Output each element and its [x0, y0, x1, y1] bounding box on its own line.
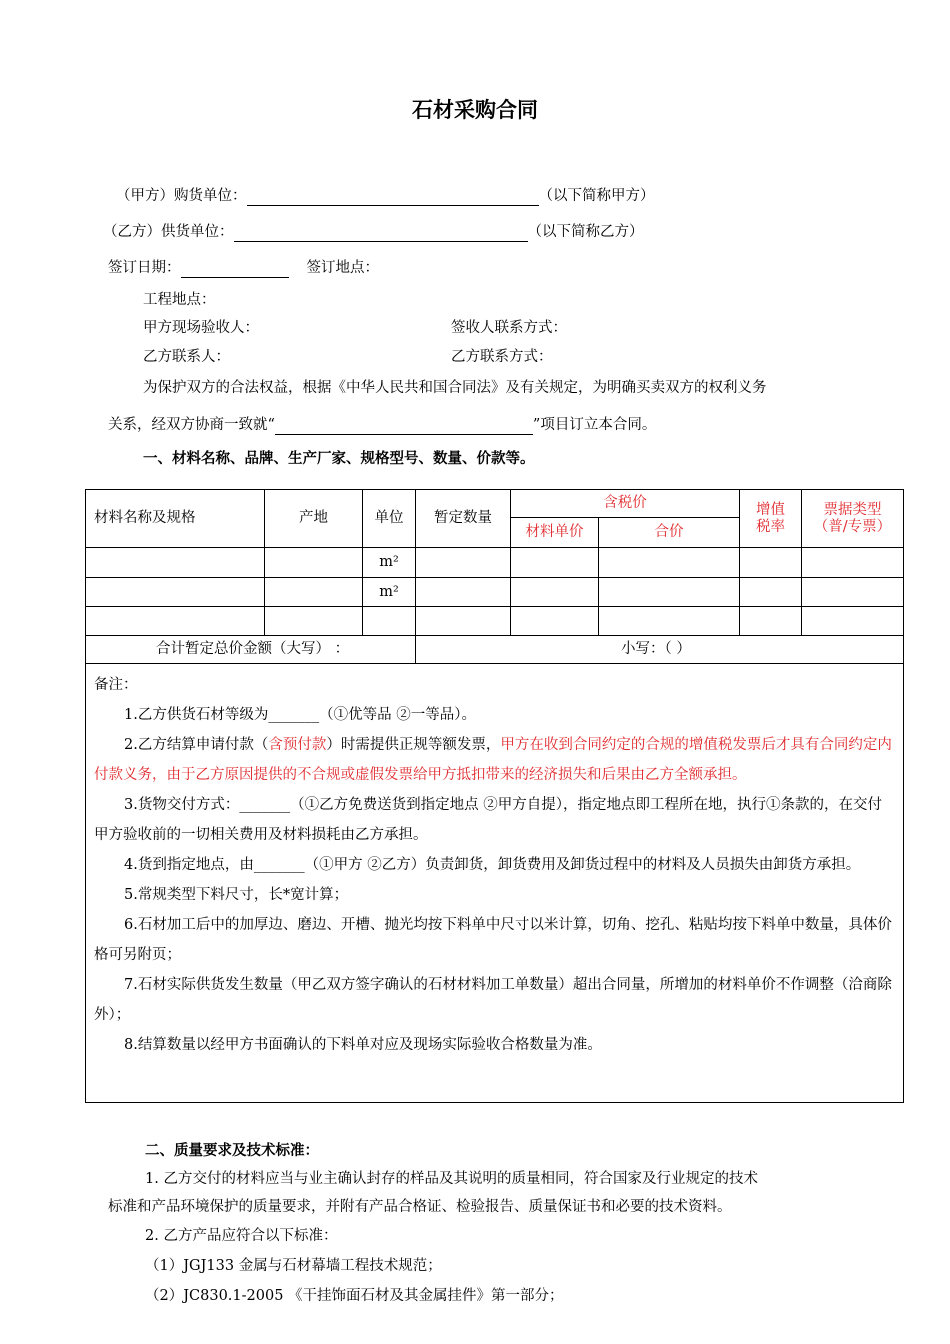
- header-total: 合价: [599, 518, 740, 548]
- preamble-line-2: [108, 415, 656, 435]
- header-row-1: [86, 490, 904, 518]
- cell-unit-price[interactable]: [511, 578, 599, 607]
- party-b-label: （乙方）供货单位：: [103, 224, 234, 240]
- note-2-part-a: 2.乙方结算申请付款（: [124, 737, 269, 753]
- party-b-blank[interactable]: [234, 225, 528, 242]
- header-origin: 产地: [265, 490, 363, 548]
- total-row: [86, 636, 904, 664]
- b-contact-method-label: 乙方联系方式：: [451, 349, 553, 365]
- cell-origin[interactable]: [265, 548, 363, 578]
- table-row: [86, 578, 904, 607]
- notes-row: [86, 664, 904, 1103]
- note-4: 4.货到指定地点，由_______（①甲方 ②乙方）负责卸货，卸货费用及卸货过程中的材料及人员损失由卸货方承担。: [124, 857, 861, 873]
- cell-invoice[interactable]: [802, 578, 904, 607]
- project-site-label: 工程地点：: [143, 292, 216, 308]
- party-b-line: [103, 222, 644, 242]
- cell-invoice[interactable]: [802, 607, 904, 636]
- note-2: [94, 730, 895, 790]
- cell-unit-price[interactable]: [511, 607, 599, 636]
- cell-unit: [363, 607, 416, 636]
- cell-vat[interactable]: [740, 548, 802, 578]
- project-name-blank[interactable]: [275, 418, 533, 435]
- note-7: 7.石材实际供货发生数量（甲乙双方签字确认的石材材料加工单数量）超出合同量，所增加的材料单价不作调整（洽商除外）；: [94, 977, 892, 1023]
- note-8: 8.结算数量以经甲方书面确认的下料单对应及现场实际验收合格数量为准。: [124, 1037, 602, 1053]
- standard-2: （2）JC830.1-2005 《干挂饰面石材及其金属挂件》第一部分；: [145, 1288, 564, 1304]
- section2-para1-line2: 标准和产品环境保护的质量要求，并附有产品合格证、检验报告、质量保证书和必要的技术资料。: [108, 1199, 732, 1215]
- cell-vat[interactable]: [740, 578, 802, 607]
- section2-para1-line1: 1. 乙方交付的材料应当与业主确认封存的样品及其说明的质量相同，符合国家及行业规定的技术: [145, 1171, 758, 1187]
- total-amount-label: 合计暂定总价金额（大写） ：: [86, 636, 416, 664]
- receiver-contact-label: 签收人联系方式：: [451, 320, 567, 336]
- party-a-blank[interactable]: [247, 189, 539, 206]
- cell-total[interactable]: [599, 548, 740, 578]
- header-unit: 单位: [363, 490, 416, 548]
- cell-unit: m²: [363, 548, 416, 578]
- table-row: [86, 548, 904, 578]
- sign-place-label: 签订地点：: [306, 260, 379, 276]
- cell-total[interactable]: [599, 607, 740, 636]
- cell-name[interactable]: [86, 548, 265, 578]
- notes-label: 备注：: [94, 677, 138, 693]
- notes-cell: [86, 664, 904, 1103]
- preamble-2b: ”项目订立本合同。: [532, 417, 657, 433]
- header-unit-price: 材料单价: [511, 518, 599, 548]
- standard-1: （1）JGJ133 金属与石材幕墙工程技术规范；: [145, 1258, 442, 1274]
- preamble-line-1: 为保护双方的合法权益，根据《中华人民共和国合同法》及有关规定，为明确买卖双方的权利义务: [143, 380, 767, 396]
- cell-origin[interactable]: [265, 578, 363, 607]
- note-2-part-d: 甲方在收到合同约定的合规的增值税发票后才具有合同约定内付款义务，由于乙方原因提供的不合规或虚假发票给甲方抵扣带来的经济损失和后果由乙方全额承担。: [94, 737, 892, 783]
- note-2-part-b: 含预付款: [268, 737, 327, 753]
- cell-name[interactable]: [86, 607, 265, 636]
- sign-line: [108, 258, 379, 278]
- a-receiver-label: 甲方现场验收人：: [143, 320, 259, 336]
- party-b-suffix: （以下简称乙方）: [527, 224, 644, 240]
- document-title: 石材采购合同: [412, 98, 538, 122]
- party-a-suffix: （以下简称甲方）: [538, 188, 655, 204]
- cell-name[interactable]: [86, 578, 265, 607]
- note-6: 6.石材加工后中的加厚边、磨边、开槽、抛光均按下料单中尺寸以米计算，切角、挖孔、粘贴均按下料单中数量，具体价格可另附页；: [94, 917, 892, 963]
- section1-heading: 一、材料名称、品牌、生产厂家、规格型号、数量、价款等。: [143, 451, 535, 467]
- header-name: 材料名称及规格: [86, 490, 265, 548]
- note-5: 5.常规类型下料尺寸，长*宽计算；: [124, 887, 349, 903]
- cell-total[interactable]: [599, 578, 740, 607]
- materials-table: [85, 489, 904, 1103]
- b-contact-label: 乙方联系人：: [143, 349, 230, 365]
- cell-qty[interactable]: [416, 578, 511, 607]
- note-2-part-c: ）时需提供正规等额发票，: [326, 737, 501, 753]
- party-a-line: [116, 186, 655, 206]
- preamble-2a: 关系，经双方协商一致就“: [108, 417, 275, 433]
- header-qty: 暂定数量: [416, 490, 511, 548]
- sign-date-label: 签订日期：: [108, 260, 181, 276]
- cell-qty[interactable]: [416, 607, 511, 636]
- note-1: 1.乙方供货石材等级为_______（①优等品 ②一等品）。: [124, 707, 476, 723]
- cell-origin[interactable]: [265, 607, 363, 636]
- cell-invoice[interactable]: [802, 548, 904, 578]
- party-a-label: （甲方）购货单位：: [116, 188, 247, 204]
- sign-date-blank[interactable]: [181, 261, 289, 278]
- cell-unit-price[interactable]: [511, 548, 599, 578]
- header-invoice: 票据类型（普/专票）: [802, 490, 904, 548]
- table-row: [86, 607, 904, 636]
- small-amount-label: 小写：（ ）: [416, 636, 904, 664]
- header-vat: 增值税率: [740, 490, 802, 548]
- cell-unit: m²: [363, 578, 416, 607]
- section2-heading: 二、质量要求及技术标准：: [145, 1143, 319, 1159]
- header-tax-price: 含税价: [511, 490, 740, 518]
- section2-para2: 2. 乙方产品应符合以下标准：: [145, 1228, 338, 1244]
- note-3: 3.货物交付方式：_______（①乙方免费送货到指定地点 ②甲方自提），指定地点即工程所在地，执行①条款的，在交付甲方验收前的一切相关费用及材料损耗由乙方承担。: [94, 797, 882, 843]
- cell-vat[interactable]: [740, 607, 802, 636]
- cell-qty[interactable]: [416, 548, 511, 578]
